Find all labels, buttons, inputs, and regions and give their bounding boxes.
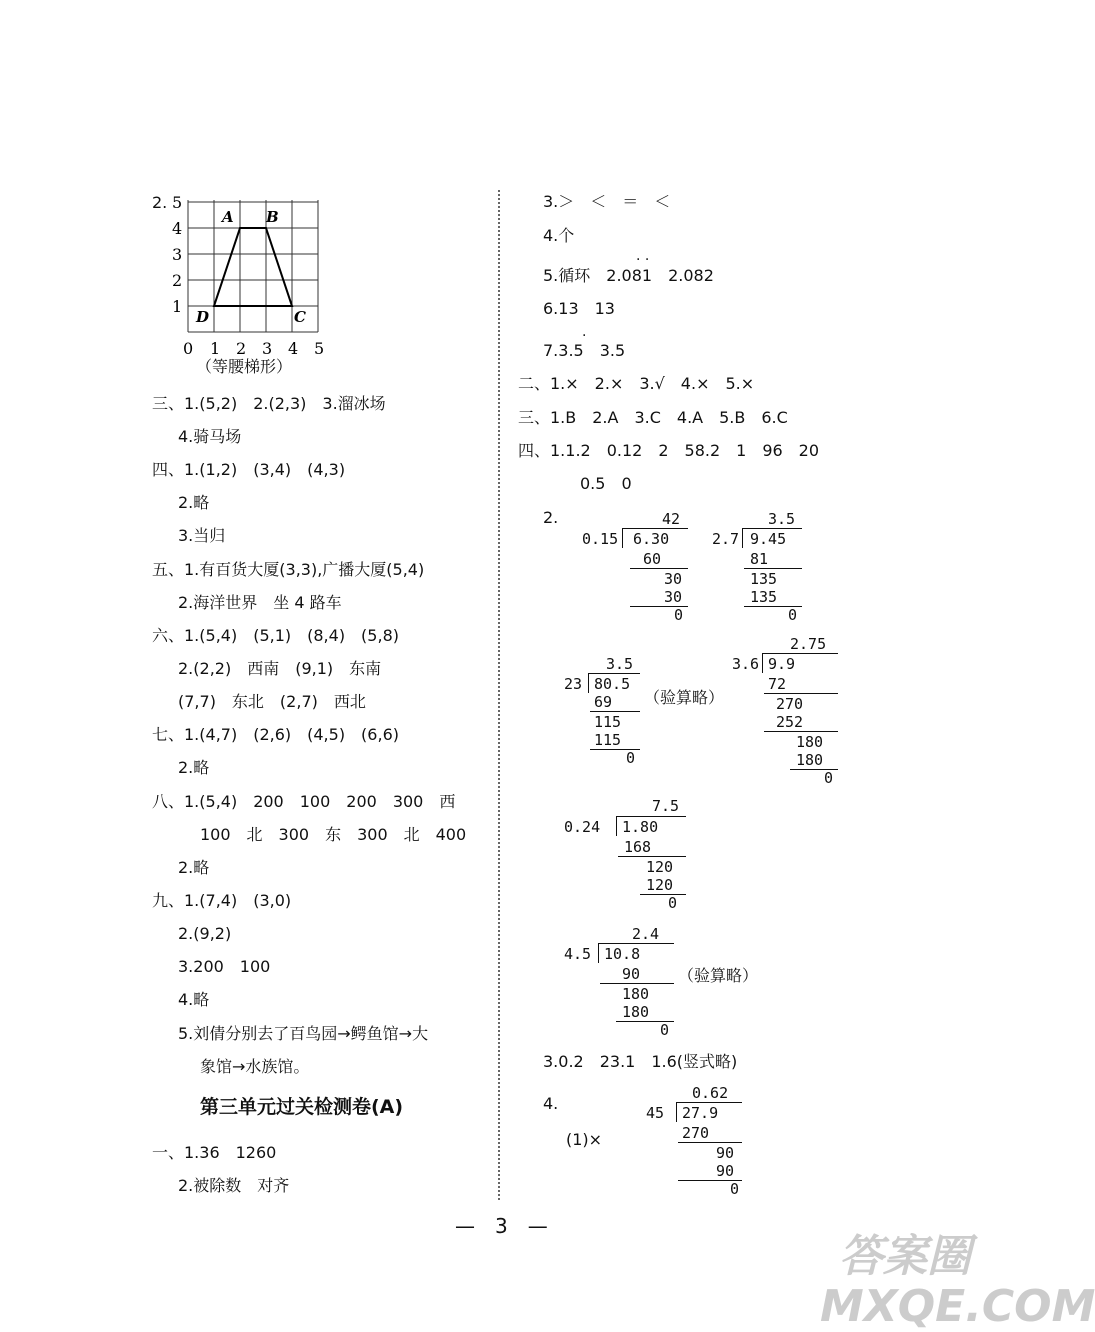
answer-line: 七、1.(4,7) (2,6) (4,5) (6,6) [152, 725, 399, 744]
answer-line: 2.海洋世界 坐 4 路车 [178, 593, 342, 612]
answer-line: 九、1.(7,4) (3,0) [152, 891, 292, 910]
answer-line: 5.刘倩分别去了百鸟园→鳄鱼馆→大 [178, 1024, 429, 1043]
check-note: （验算略） [644, 688, 725, 707]
division-step: 270 [776, 695, 804, 713]
division-quotient: 3.5 [768, 510, 796, 528]
division-dividend: 6.30 [633, 530, 670, 548]
division-bar [622, 528, 688, 529]
answer-line: 象馆→水族馆。 [200, 1057, 310, 1076]
point-d-label: D [196, 308, 210, 326]
answer-line: 3.200 100 [178, 957, 271, 976]
division-divisor: 45 [646, 1104, 665, 1122]
y-tick: 2 [172, 271, 183, 290]
answer-line: 六、1.(5,4) (5,1) (8,4) (5,8) [152, 626, 399, 645]
repeat-dot-mark: · [582, 328, 587, 344]
division-step: 60 [643, 550, 662, 568]
division-quotient: 0.62 [692, 1084, 729, 1102]
x-tick: 4 [288, 339, 299, 358]
division-step: 30 [664, 570, 683, 588]
point-c-label: C [294, 308, 306, 326]
division-dividend: 9.45 [750, 530, 787, 548]
answer-line: 八、1.(5,4) 200 100 200 300 西 [152, 792, 456, 811]
division-step: 180 [622, 985, 650, 1003]
division-step: 0 [788, 606, 798, 624]
answer-line: 三、1.(5,2) 2.(2,3) 3.溜冰场 [152, 394, 386, 413]
division-divisor: 0.15 [582, 530, 619, 548]
division-bracket [622, 528, 623, 548]
watermark-logo: 答案圈 MXQE.COM [820, 1231, 1095, 1332]
division-step: 0 [824, 769, 834, 787]
division-step-line [640, 894, 686, 895]
division-step: 72 [768, 675, 787, 693]
x-tick: 5 [314, 339, 325, 358]
division-dividend: 27.9 [682, 1104, 719, 1122]
answer-line: 2.(9,2) [178, 924, 232, 943]
division-step-line [764, 731, 838, 732]
answer-line: 2.略 [178, 858, 210, 877]
division-step: 90 [622, 965, 641, 983]
division-step: 90 [716, 1144, 735, 1162]
point-b-label: B [266, 208, 279, 226]
division-step: 120 [646, 876, 674, 894]
check-note: （验算略） [678, 966, 759, 985]
y-tick: 3 [172, 245, 183, 264]
answer-line: 2.(2,2) 西南 (9,1) 东南 [178, 659, 382, 678]
division-dividend: 1.80 [622, 818, 659, 836]
division-step: 115 [594, 713, 622, 731]
division-divisor: 0.24 [564, 818, 601, 836]
division-step: 0 [730, 1180, 740, 1198]
division-bar [616, 816, 686, 817]
division-quotient: 2.4 [632, 925, 660, 943]
division-step-line [618, 856, 686, 857]
section-title: 第三单元过关检测卷(A) [200, 1096, 404, 1118]
answer-line: 5.循环 2.081 2.082 [543, 266, 714, 285]
division-divisor: 2.7 [712, 530, 740, 548]
answer-line: 三、1.B 2.A 3.C 4.A 5.B 6.C [518, 408, 788, 427]
answer-line: 3.＞ ＜ ＝ ＜ [543, 192, 671, 211]
division-step: 115 [594, 731, 622, 749]
column-divider [498, 190, 500, 1200]
answer-line: 7.3.5 3.5 [543, 341, 626, 360]
division-bar [588, 673, 640, 674]
division-step: 270 [682, 1124, 710, 1142]
division-step: 0 [674, 606, 684, 624]
division-step-line [764, 693, 838, 694]
page-number: — 3 — [455, 1214, 548, 1238]
answer-line: 2. [543, 508, 559, 527]
division-quotient: 7.5 [652, 797, 680, 815]
division-step: 135 [750, 588, 778, 606]
answer-line: 五、1.有百货大厦(3,3),广播大厦(5,4) [152, 560, 425, 579]
grid-label: 2. [152, 193, 168, 212]
division-step: 0 [660, 1021, 670, 1039]
division-step-line [600, 983, 674, 984]
division-bar [676, 1102, 742, 1103]
division-quotient: 2.75 [790, 635, 827, 653]
answer-line: 6.13 13 [543, 299, 615, 318]
division-step: 180 [796, 733, 824, 751]
division-step-line [744, 568, 802, 569]
answer-line: 4. [543, 1094, 559, 1113]
division-dividend: 80.5 [594, 675, 631, 693]
division-step: 120 [646, 858, 674, 876]
x-tick: 0 [183, 339, 194, 358]
answer-line: 四、1.1.2 0.12 2 58.2 1 96 20 [518, 441, 820, 460]
division-divisor: 4.5 [564, 945, 592, 963]
division-bracket [588, 673, 589, 693]
division-step-line [590, 711, 640, 712]
division-bracket [676, 1102, 677, 1122]
answer-line: 4.个 [543, 226, 575, 245]
y-tick: 1 [172, 297, 183, 316]
division-dividend: 10.8 [604, 945, 641, 963]
answer-line: 4.骑马场 [178, 427, 242, 446]
grid-caption: （等腰梯形） [196, 357, 293, 376]
division-step: 180 [796, 751, 824, 769]
trapezoid-shape [214, 228, 292, 306]
division-bracket [598, 943, 599, 963]
division-bracket [742, 528, 743, 548]
division-step: 180 [622, 1003, 650, 1021]
answer-line: 一、1.36 1260 [152, 1143, 277, 1162]
repeat-dot-mark: · · [636, 252, 650, 268]
answer-line: 2.被除数 对齐 [178, 1176, 290, 1195]
division-bracket [616, 816, 617, 836]
division-step: 69 [594, 693, 613, 711]
division-bar [598, 943, 674, 944]
division-quotient: 42 [662, 510, 681, 528]
division-step-line [630, 568, 688, 569]
answer-line: 100 北 300 东 300 北 400 [200, 825, 467, 844]
answer-line: (7,7) 东北 (2,7) 西北 [178, 692, 366, 711]
answer-line: (1)× [566, 1130, 603, 1149]
division-divisor: 23 [564, 675, 583, 693]
y-tick: 5 [172, 193, 183, 212]
answer-line: 2.略 [178, 758, 210, 777]
point-a-label: A [222, 208, 234, 226]
division-step: 30 [664, 588, 683, 606]
division-step: 0 [626, 749, 636, 767]
y-tick: 4 [172, 219, 183, 238]
division-bracket [762, 653, 763, 673]
answer-line: 四、1.(1,2) (3,4) (4,3) [152, 460, 346, 479]
division-bar [742, 528, 802, 529]
division-dividend: 9.9 [768, 655, 796, 673]
division-step: 135 [750, 570, 778, 588]
answer-line: 3.当归 [178, 526, 226, 545]
answer-line: 2.略 [178, 493, 210, 512]
division-step: 252 [776, 713, 804, 731]
division-step: 90 [716, 1162, 735, 1180]
answer-line: 二、1.× 2.× 3.√ 4.× 5.× [518, 374, 755, 393]
x-tick: 3 [262, 339, 273, 358]
division-step-line [678, 1142, 742, 1143]
division-bar [762, 653, 838, 654]
x-tick: 1 [210, 339, 221, 358]
division-step: 81 [750, 550, 769, 568]
x-tick: 2 [236, 339, 247, 358]
division-step: 168 [624, 838, 652, 856]
answer-line: 0.5 0 [580, 474, 632, 493]
division-divisor: 3.6 [732, 655, 760, 673]
answer-line: 4.略 [178, 990, 210, 1009]
division-quotient: 3.5 [606, 655, 634, 673]
division-step: 0 [668, 894, 678, 912]
answer-line: 3.0.2 23.1 1.6(竖式略) [543, 1052, 738, 1071]
